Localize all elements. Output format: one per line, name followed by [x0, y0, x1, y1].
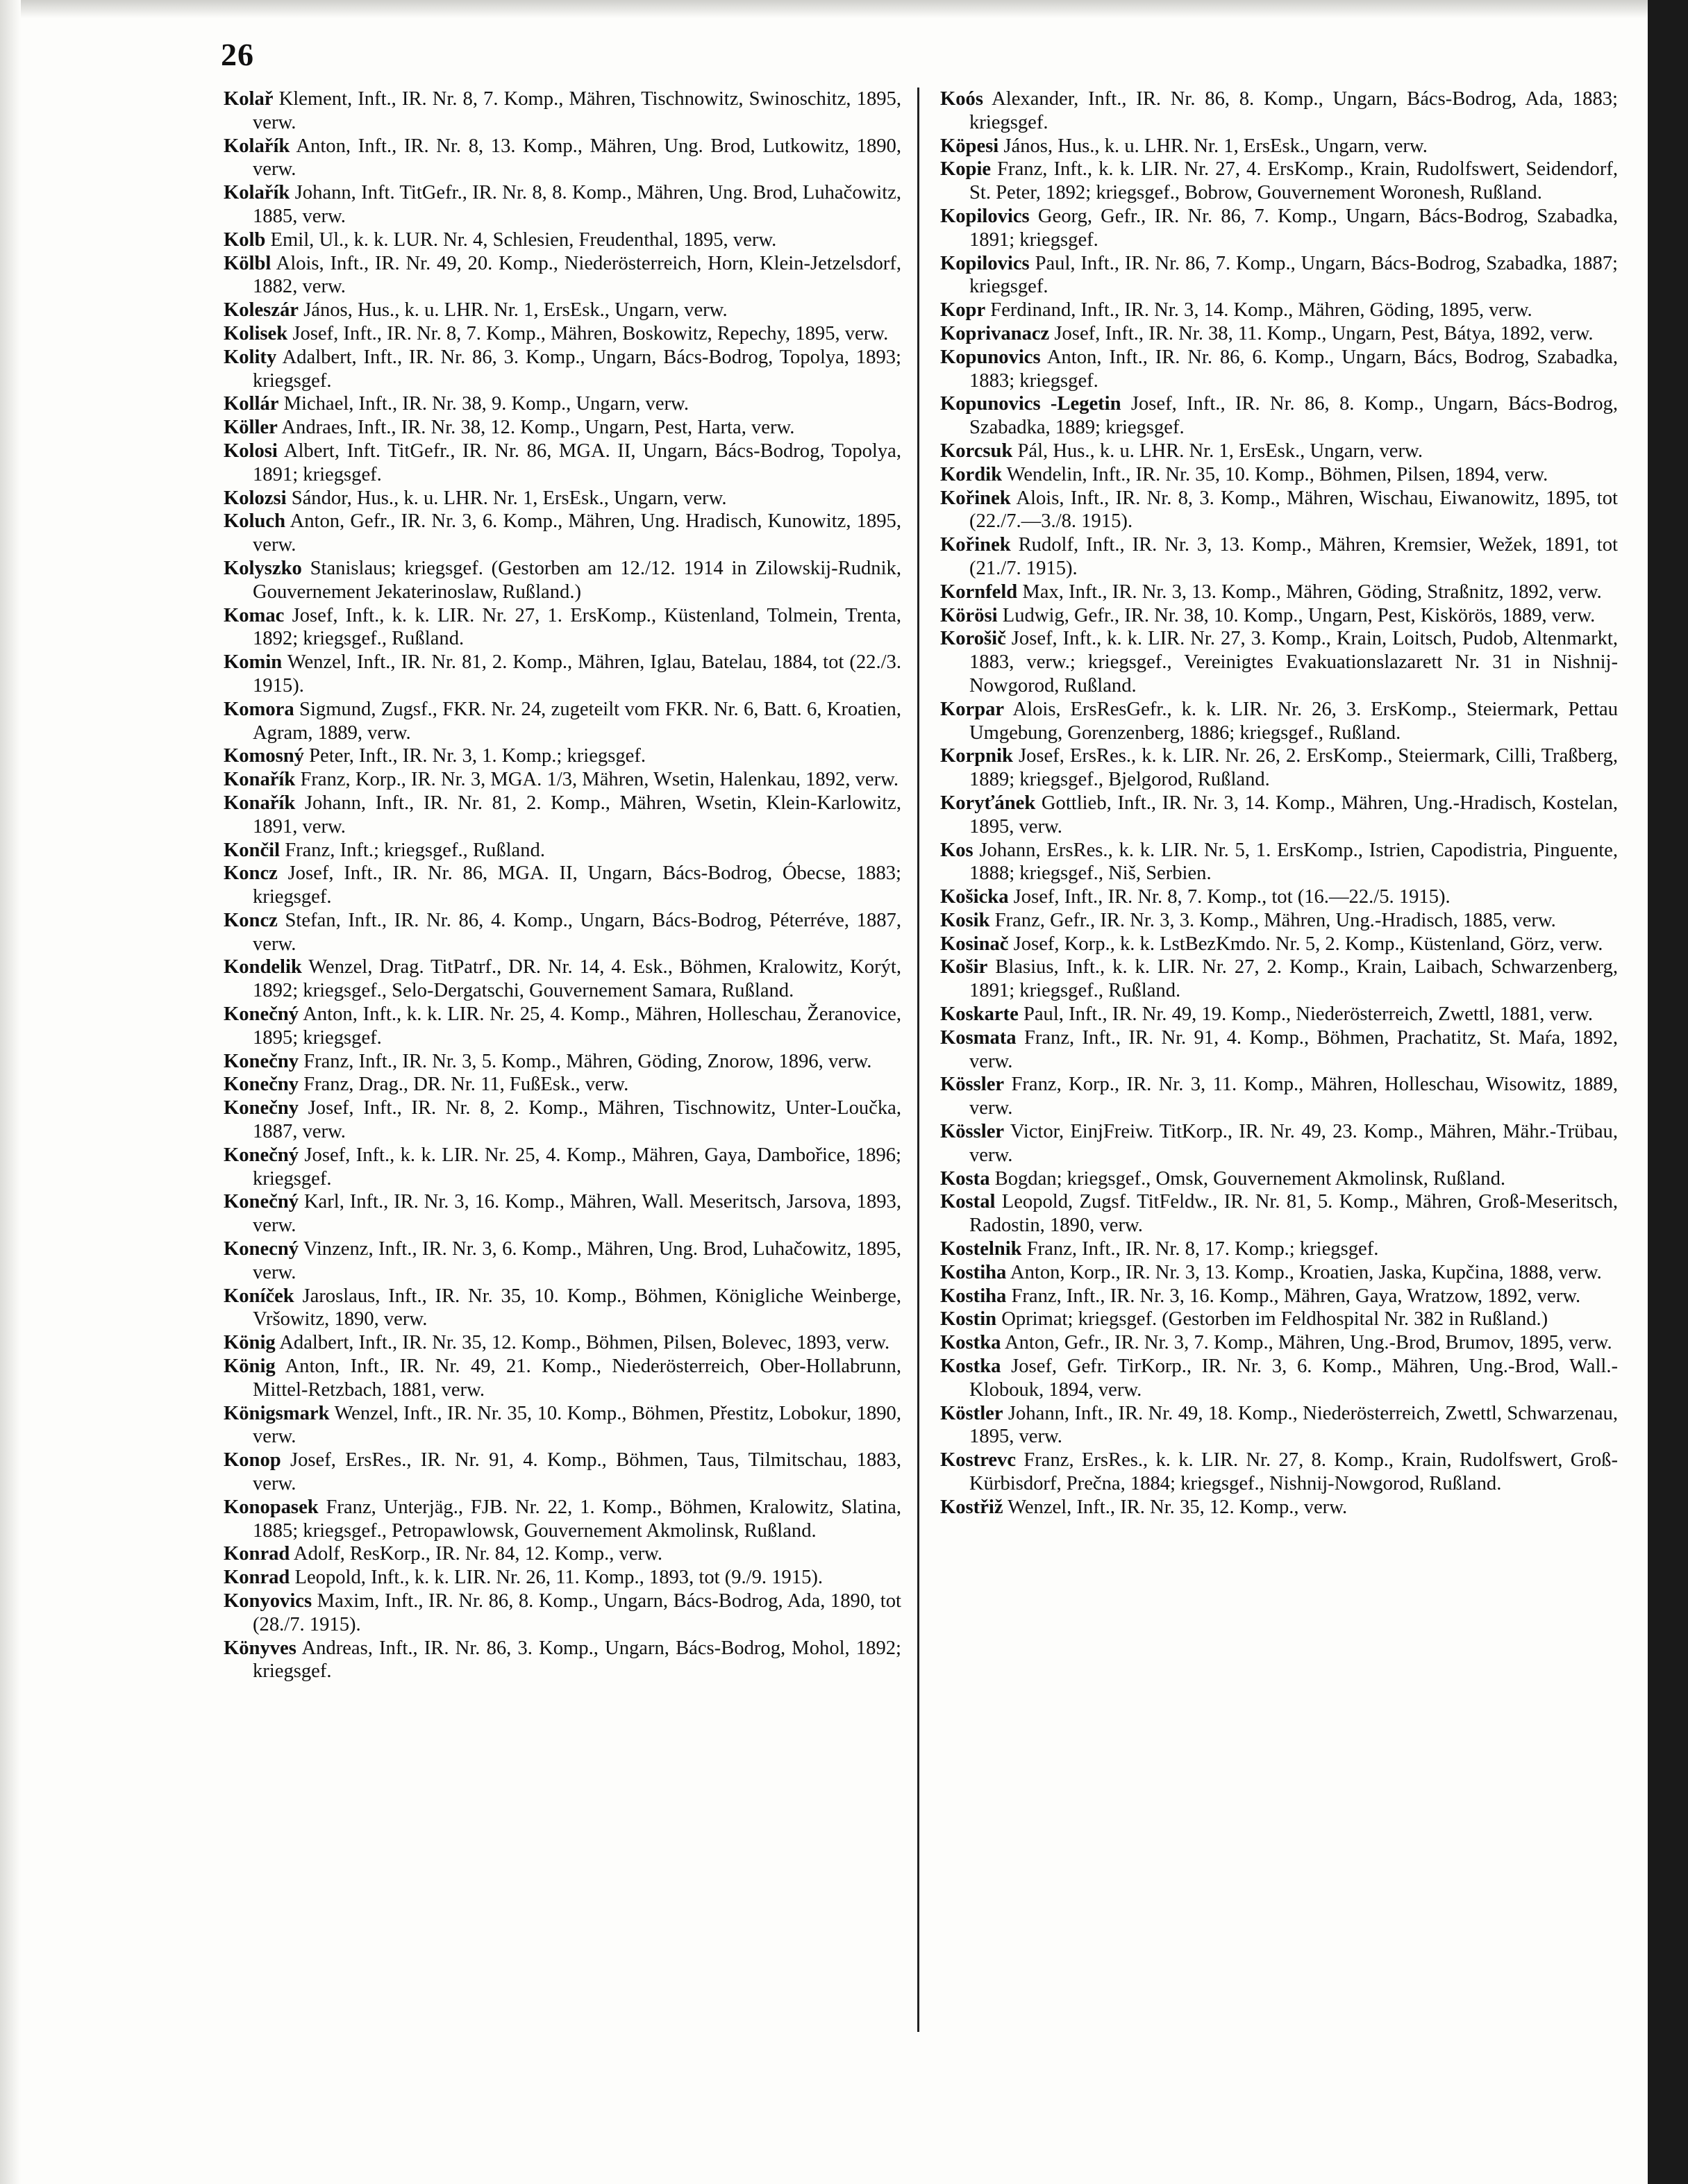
- entry: [940, 1167, 1618, 1191]
- entry-surname: Koprivanacz: [940, 322, 1050, 344]
- entry-details: Max, Inft., IR. Nr. 3, 13. Komp., Mähren, Göding, Straßnitz, 1892, verw.: [1022, 581, 1602, 603]
- entry-details: Josef, ErsRes., k. k. LIR. Nr. 26, 2. ErsKomp., Steiermark, Cilli, Traßberg, 1889; kriegsgef., Bjelgorod, Rußland.: [969, 745, 1618, 791]
- entry-surname: Košicka: [940, 886, 1009, 908]
- entry-surname: Kořinek: [940, 534, 1011, 556]
- entry-details: Wenzel, Inft., IR. Nr. 81, 2. Komp., Mähren, Iglau, Batelau, 1884, tot (22./3. 1915).: [253, 651, 901, 697]
- entry-surname: Koskarte: [940, 1003, 1019, 1026]
- entry: [940, 440, 1618, 463]
- entry: [940, 1190, 1618, 1237]
- entry: [940, 1496, 1618, 1519]
- entry-surname: Kolosi: [224, 440, 278, 462]
- entry-surname: Könyves: [224, 1637, 296, 1659]
- entry-surname: Koluch: [224, 510, 285, 533]
- entry-details: Franz, Inft., IR. Nr. 91, 4. Komp., Böhmen, Prachatitz, St. Maŕa, 1892, verw.: [969, 1026, 1618, 1072]
- entry: [224, 416, 901, 440]
- entry-details: Johann, Inft., IR. Nr. 81, 2. Komp., Mähren, Wsetin, Klein-Karlowitz, 1891, verw.: [253, 792, 901, 837]
- entry-surname: Kostřiž: [940, 1496, 1003, 1518]
- entry: [940, 487, 1618, 534]
- entry-details: Franz, Inft., k. k. LIR. Nr. 27, 4. ErsKomp., Krain, Rudolfswert, Seidendorf, St. Peter, 1892; kriegsgef., Bobrow, Gouvernement Woronesh, Rußland.: [969, 158, 1619, 204]
- entry: [940, 322, 1618, 346]
- entry: [940, 346, 1618, 393]
- entry-surname: Košir: [940, 956, 988, 978]
- entry-surname: Konečný: [224, 1003, 299, 1026]
- entry-details: Michael, Inft., IR. Nr. 38, 9. Komp., Ungarn, verw.: [283, 393, 689, 415]
- entry-details: Vinzenz, Inft., IR. Nr. 3, 6. Komp., Mähren, Ung. Brod, Luhačowitz, 1895, verw.: [253, 1238, 901, 1283]
- entry: [224, 392, 901, 416]
- entry-details: Bogdan; kriegsgef., Omsk, Gouvernement Akmolinsk, Rußland.: [994, 1167, 1506, 1190]
- entry-surname: Kopunovics -Legetin: [940, 393, 1121, 415]
- entry-surname: Koós: [940, 88, 983, 110]
- entry-surname: Kollár: [224, 393, 279, 415]
- entry-details: Wenzel, Inft., IR. Nr. 35, 10. Komp., Böhmen, Přestitz, Lobokur, 1890, verw.: [253, 1402, 901, 1448]
- entry-details: János, Hus., k. u. LHR. Nr. 1, ErsEsk., Ungarn, verw.: [303, 299, 728, 322]
- entry-surname: König: [224, 1332, 276, 1354]
- entry-surname: Köpesi: [940, 135, 999, 157]
- entry-surname: Konařík: [224, 792, 296, 814]
- entry: [224, 1285, 901, 1332]
- entry-details: Wendelin, Inft., IR. Nr. 35, 10. Komp., Böhmen, Pilsen, 1894, verw.: [1006, 463, 1548, 485]
- entry-surname: Kos: [940, 839, 973, 861]
- entry: [224, 510, 901, 557]
- entry-details: Emil, Ul., k. k. LUR. Nr. 4, Schlesien, Freudenthal, 1895, verw.: [270, 228, 777, 251]
- entry-details: Josef, Inft., k. k. LIR. Nr. 27, 3. Komp., Krain, Loitsch, Pudob, Altenmarkt, 1883, verw.; kriegsgef., Vereinigtes Evakuationslazarett Nr. 31 in Nishnij-Nowgorod, Rußland.: [969, 628, 1618, 697]
- entry-details: Johann, Inft., IR. Nr. 49, 18. Komp., Niederösterreich, Zwettl, Schwarzenau, 1895, verw.: [969, 1402, 1618, 1448]
- entry: [224, 1097, 901, 1144]
- entry: [940, 463, 1618, 487]
- entry: [940, 956, 1618, 1003]
- page-number: 26: [221, 37, 254, 72]
- entry-surname: Köstler: [940, 1402, 1003, 1424]
- entry-details: Albert, Inft. TitGefr., IR. Nr. 86, MGA. II, Ungarn, Bács-Bodrog, Topolya, 1891; kriegsgef.: [253, 440, 901, 485]
- entry: [224, 1449, 901, 1496]
- entry-details: Andreas, Inft., IR. Nr. 86, 3. Komp., Ungarn, Bács-Bodrog, Mohol, 1892; kriegsgef.: [253, 1637, 901, 1683]
- entry-surname: Kopilovics: [940, 252, 1030, 274]
- entry-surname: Komin: [224, 651, 283, 674]
- entry: [940, 792, 1618, 839]
- entry-surname: Kolozsi: [224, 487, 287, 509]
- entry-details: Josef, Inft., IR. Nr. 8, 7. Komp., Mähren, Boskowitz, Repechy, 1895, verw.: [292, 322, 889, 344]
- entry-surname: Kornfeld: [940, 581, 1018, 603]
- entry: [940, 885, 1618, 909]
- entry-surname: Kolařík: [224, 135, 290, 157]
- entry: [940, 1261, 1618, 1285]
- entry-details: Andraes, Inft., IR. Nr. 38, 12. Komp., Ungarn, Pest, Harta, verw.: [281, 417, 795, 439]
- entry-details: Blasius, Inft., k. k. LIR. Nr. 27, 2. Komp., Krain, Laibach, Schwarzenberg, 1891; kriegsgef., Rußland.: [969, 956, 1618, 1002]
- entry: [224, 698, 901, 745]
- entry: [940, 252, 1618, 299]
- entry-surname: Kössler: [940, 1074, 1005, 1096]
- entry-details: Josef, Inft., IR. Nr. 38, 11. Komp., Ungarn, Pest, Bátya, 1892, verw.: [1054, 322, 1594, 344]
- entry: [224, 440, 901, 487]
- entry-surname: Konečný: [224, 1144, 299, 1166]
- entry: [940, 581, 1618, 604]
- entry-details: Anton, Inft., IR. Nr. 8, 13. Komp., Mähren, Ung. Brod, Lutkowitz, 1890, verw.: [253, 135, 901, 181]
- entry-surname: Konop: [224, 1449, 281, 1472]
- entry-details: Adolf, ResKorp., IR. Nr. 84, 12. Komp., verw.: [293, 1543, 662, 1565]
- entry: [940, 909, 1618, 933]
- entry-details: Alois, Inft., IR. Nr. 8, 3. Komp., Mähren, Wischau, Eiwanowitz, 1895, tot (22./7.—3./8. 1915).: [969, 487, 1618, 533]
- entry: [224, 604, 901, 651]
- entry: [224, 87, 901, 135]
- entry: [224, 487, 901, 510]
- entry-surname: Kosta: [940, 1167, 990, 1190]
- entry: [940, 1449, 1618, 1496]
- entry: [940, 299, 1618, 322]
- entry-details: Josef, Inft., IR. Nr. 86, 8. Komp., Ungarn, Bács-Bodrog, Szabadka, 1889; kriegsgef.: [969, 393, 1618, 439]
- entry-surname: Kondelik: [224, 956, 302, 978]
- entry: [224, 1237, 901, 1285]
- entry-surname: Kolisek: [224, 322, 288, 344]
- entry-details: Josef, Korp., k. k. LstBezKmdo. Nr. 5, 2. Komp., Küstenland, Görz, verw.: [1013, 933, 1603, 955]
- scan-edge-right: [1648, 0, 1688, 2184]
- entry-details: Anton, Gefr., IR. Nr. 3, 6. Komp., Mähren, Ung. Hradisch, Kunowitz, 1895, verw.: [253, 510, 901, 556]
- entry-details: Stefan, Inft., IR. Nr. 86, 4. Komp., Ungarn, Bács-Bodrog, Péterréve, 1887, verw.: [253, 909, 901, 955]
- entry: [224, 1590, 901, 1637]
- entry-surname: Kostiha: [940, 1261, 1007, 1283]
- entry: [224, 1190, 901, 1237]
- entry-details: Paul, Inft., IR. Nr. 49, 19. Komp., Niederösterreich, Zwettl, 1881, verw.: [1023, 1003, 1593, 1026]
- entry-details: Josef, ErsRes., IR. Nr. 91, 4. Komp., Böhmen, Taus, Tilmitschau, 1883, verw.: [253, 1449, 901, 1495]
- entry-surname: Korcsuk: [940, 440, 1013, 462]
- entry-surname: Komac: [224, 604, 285, 626]
- entry-surname: Königsmark: [224, 1402, 330, 1424]
- entry: [940, 604, 1618, 628]
- entry-surname: Kostin: [940, 1308, 997, 1331]
- entry-details: Franz, Korp., IR. Nr. 3, MGA. 1/3, Mähren, Wsetin, Halenkau, 1892, verw.: [300, 769, 899, 791]
- entry-details: Victor, EinjFreiw. TitKorp., IR. Nr. 49, 23. Komp., Mähren, Mähr.-Trübau, verw.: [969, 1121, 1618, 1166]
- entry-details: Anton, Gefr., IR. Nr. 3, 7. Komp., Mähren, Ung.-Brod, Brumov, 1895, verw.: [1004, 1332, 1612, 1354]
- entry: [224, 322, 901, 346]
- entry-details: Anton, Korp., IR. Nr. 3, 13. Komp., Kroatien, Jaska, Kupčina, 1888, verw.: [1010, 1261, 1602, 1283]
- entry-details: Leopold, Inft., k. k. LIR. Nr. 26, 11. Komp., 1893, tot (9./9. 1915).: [294, 1567, 824, 1589]
- entry-details: Peter, Inft., IR. Nr. 3, 1. Komp.; kriegsgef.: [309, 745, 646, 767]
- entry: [224, 557, 901, 604]
- entry-surname: Konařík: [224, 769, 296, 791]
- entry-details: Alois, ErsResGefr., k. k. LIR. Nr. 26, 3. ErsKomp., Steiermark, Pettau Umgebung, Gorenzenberg, 1886; kriegsgef., Rußland.: [969, 698, 1618, 744]
- entry-details: Adalbert, Inft., IR. Nr. 35, 12. Komp., Böhmen, Pilsen, Bolevec, 1893, verw.: [279, 1332, 890, 1354]
- entry: [224, 228, 901, 252]
- entry-details: Oprimat; kriegsgef. (Gestorben im Feldhospital Nr. 382 in Rußland.): [1001, 1308, 1548, 1331]
- entry-surname: Kopr: [940, 299, 986, 322]
- entry-details: Franz, Inft., IR. Nr. 3, 5. Komp., Mähren, Göding, Znorow, 1896, verw.: [303, 1050, 872, 1072]
- entry: [224, 909, 901, 956]
- entry-surname: Kolařík: [224, 182, 290, 204]
- entry: [224, 744, 901, 768]
- entry-surname: Kostelnik: [940, 1238, 1022, 1260]
- entry: [940, 158, 1618, 205]
- entry-details: Gottlieb, Inft., IR. Nr. 3, 14. Komp., Mähren, Ung.-Hradisch, Kostelan, 1895, verw.: [969, 792, 1619, 837]
- entry: [940, 533, 1618, 581]
- entry-surname: Kostiha: [940, 1285, 1007, 1307]
- entry-details: Franz, Drag., DR. Nr. 11, FußEsk., verw.: [303, 1074, 629, 1096]
- left-column: [224, 87, 901, 1683]
- entry: [224, 1637, 901, 1684]
- entry-details: Jaroslaus, Inft., IR. Nr. 35, 10. Komp., Böhmen, Königliche Weinberge, Vršowitz, 1890, verw.: [253, 1285, 902, 1331]
- entry-details: Josef, Inft., IR. Nr. 8, 2. Komp., Mähren, Tischnowitz, Unter-Loučka, 1887, verw.: [253, 1097, 901, 1143]
- entry-surname: Kopie: [940, 158, 992, 181]
- entry-surname: Kölbl: [224, 252, 271, 274]
- entry-details: Josef, Inft., IR. Nr. 8, 7. Komp., tot (16.—22./5. 1915).: [1013, 886, 1451, 908]
- entry-details: Josef, Inft., k. k. LIR. Nr. 27, 1. ErsKomp., Küstenland, Tolmein, Trenta, 1892; kriegsgef., Rußland.: [253, 604, 901, 650]
- entry: [224, 839, 901, 862]
- entry-surname: Kostka: [940, 1356, 1001, 1378]
- entry: [940, 1120, 1618, 1167]
- entry: [940, 933, 1618, 956]
- entry-surname: Kolař: [224, 88, 274, 110]
- entry-details: Josef, Inft., IR. Nr. 86, MGA. II, Ungarn, Bács-Bodrog, Óbecse, 1883; kriegsgef.: [253, 862, 901, 908]
- entry-details: Adalbert, Inft., IR. Nr. 86, 3. Komp., Ungarn, Bács-Bodrog, Topolya, 1893; kriegsgef.: [253, 346, 901, 392]
- entry-details: Georg, Gefr., IR. Nr. 86, 7. Komp., Ungarn, Bács-Bodrog, Szabadka, 1891; kriegsgef.: [969, 205, 1618, 251]
- entry-details: Anton, Inft., IR. Nr. 86, 6. Komp., Ungarn, Bács, Bodrog, Szabadka, 1883; kriegsgef.: [969, 346, 1618, 392]
- entry: [224, 1402, 901, 1449]
- entry-surname: Kolity: [224, 346, 277, 368]
- entry-details: Franz, Inft.; kriegsgef., Rußland.: [285, 839, 545, 861]
- entry: [940, 1003, 1618, 1026]
- entry: [224, 181, 901, 228]
- entry-details: Maxim, Inft., IR. Nr. 86, 8. Komp., Ungarn, Bács-Bodrog, Ada, 1890, tot (28./7. 1915).: [253, 1590, 901, 1635]
- entry-surname: Kolb: [224, 228, 266, 251]
- entry-details: Franz, Gefr., IR. Nr. 3, 3. Komp., Mähren, Ung.-Hradisch, 1885, verw.: [994, 909, 1556, 931]
- entry-details: Franz, Inft., IR. Nr. 8, 17. Komp.; kriegsgef.: [1026, 1238, 1379, 1260]
- entry: [940, 744, 1618, 792]
- entry: [224, 135, 901, 182]
- entry-surname: Kořinek: [940, 487, 1011, 509]
- entry: [940, 627, 1618, 697]
- entry: [940, 135, 1618, 158]
- entry-surname: König: [224, 1356, 276, 1378]
- entry: [940, 1331, 1618, 1355]
- entry: [224, 792, 901, 839]
- entry-details: Franz, ErsRes., k. k. LIR. Nr. 27, 8. Komp., Krain, Rudolfswert, Groß-Kürbisdorf, Prečna, 1884; kriegsgef., Nishnij-Nowgorod, Rußland.: [969, 1449, 1618, 1495]
- entry-surname: Konrad: [224, 1543, 290, 1565]
- entry-surname: Konečny: [224, 1050, 299, 1072]
- entry-surname: Kolyszko: [224, 557, 302, 579]
- entry-surname: Kössler: [940, 1121, 1005, 1143]
- entry-details: Karl, Inft., IR. Nr. 3, 16. Komp., Mähren, Wall. Meseritsch, Jarsova, 1893, verw.: [253, 1191, 902, 1237]
- entry-surname: Komora: [224, 698, 294, 720]
- entry: [940, 87, 1618, 135]
- entry-surname: Kosik: [940, 909, 990, 931]
- entry-details: Stanislaus; kriegsgef. (Gestorben am 12./12. 1914 in Zilowskij-Rudnik, Gouvernement Jekaterinoslaw, Rußland.): [253, 557, 901, 603]
- scan-edge-left: [0, 0, 21, 2184]
- entry-details: Leopold, Zugsf. TitFeldw., IR. Nr. 81, 5. Komp., Mähren, Groß-Meseritsch, Radostin, 1890, verw.: [969, 1191, 1618, 1237]
- entry-details: Josef, Inft., k. k. LIR. Nr. 25, 4. Komp., Mähren, Gaya, Dambořice, 1896; kriegsgef.: [253, 1144, 901, 1190]
- entry-details: Franz, Unterjäg., FJB. Nr. 22, 1. Komp., Böhmen, Kralowitz, Slatina, 1885; kriegsgef., Petropawlowsk, Gouvernement Akmolinsk, Rußland.: [253, 1496, 901, 1542]
- entry: [224, 1355, 901, 1402]
- entry-surname: Koncz: [224, 862, 278, 885]
- entry: [224, 1496, 901, 1543]
- entry-details: Alexander, Inft., IR. Nr. 86, 8. Komp., Ungarn, Bács-Bodrog, Ada, 1883; kriegsgef.: [969, 88, 1618, 133]
- entry-details: Sándor, Hus., k. u. LHR. Nr. 1, ErsEsk., Ungarn, verw.: [291, 487, 727, 509]
- entry-surname: Konecný: [224, 1238, 299, 1260]
- entry-details: Franz, Inft., IR. Nr. 3, 16. Komp., Mähren, Gaya, Wratzow, 1892, verw.: [1011, 1285, 1581, 1307]
- entry-surname: Kopunovics: [940, 346, 1041, 368]
- entry: [224, 252, 901, 299]
- entry: [940, 1402, 1618, 1449]
- entry: [224, 1566, 901, 1590]
- entry: [940, 1026, 1618, 1074]
- entry: [940, 1308, 1618, 1331]
- entry-surname: Konopasek: [224, 1496, 319, 1518]
- entry: [940, 1355, 1618, 1402]
- entry-details: János, Hus., k. u. LHR. Nr. 1, ErsEsk., Ungarn, verw.: [1003, 135, 1428, 157]
- entry-surname: Körösi: [940, 604, 998, 626]
- entry-details: Franz, Korp., IR. Nr. 3, 11. Komp., Mähren, Holleschau, Wisowitz, 1889, verw.: [969, 1074, 1618, 1119]
- entry: [940, 205, 1618, 252]
- entry-surname: Konečny: [224, 1074, 299, 1096]
- entry-surname: Kostka: [940, 1332, 1001, 1354]
- entry-details: Ferdinand, Inft., IR. Nr. 3, 14. Komp., Mähren, Göding, 1895, verw.: [990, 299, 1532, 322]
- entry: [940, 1285, 1618, 1308]
- entry-details: Johann, ErsRes., k. k. LIR. Nr. 5, 1. ErsKomp., Istrien, Capodistria, Pinguente, 1888; kriegsgef., Niš, Serbien.: [969, 839, 1618, 885]
- entry-surname: Konrad: [224, 1567, 290, 1589]
- entry-details: Ludwig, Gefr., IR. Nr. 38, 10. Komp., Ungarn, Pest, Kiskörös, 1889, verw.: [1002, 604, 1596, 626]
- entry: [224, 1331, 901, 1355]
- entry-details: Paul, Inft., IR. Nr. 86, 7. Komp., Ungarn, Bács-Bodrog, Szabadka, 1887; kriegsgef.: [969, 252, 1618, 298]
- entry-surname: Koncz: [224, 909, 278, 931]
- scan-edge-top: [0, 0, 1688, 18]
- entry-surname: Koryťánek: [940, 792, 1036, 814]
- entry: [940, 1073, 1618, 1120]
- entry-details: Klement, Inft., IR. Nr. 8, 7. Komp., Mähren, Tischnowitz, Swinoschitz, 1895, verw.: [253, 88, 901, 133]
- entry: [224, 768, 901, 792]
- entry-surname: Konečny: [224, 1097, 299, 1119]
- entry: [224, 862, 901, 909]
- entry-surname: Kostrevc: [940, 1449, 1017, 1472]
- entry-surname: Kostal: [940, 1191, 996, 1213]
- entry-surname: Komosný: [224, 745, 304, 767]
- entry-surname: Koleszár: [224, 299, 299, 322]
- entry-surname: Kosmata: [940, 1026, 1017, 1049]
- entry: [940, 392, 1618, 440]
- column-divider: [917, 87, 919, 2032]
- entry-details: Rudolf, Inft., IR. Nr. 3, 13. Komp., Mähren, Kremsier, Wežek, 1891, tot (21./7. 1915).: [969, 534, 1618, 579]
- entry: [224, 1003, 901, 1050]
- entry-details: Wenzel, Drag. TitPatrf., DR. Nr. 14, 4. Esk., Böhmen, Kralowitz, Korýt, 1892; kriegsgef., Selo-Dergatschi, Gouvernement Samara, Rußland.: [253, 956, 901, 1002]
- entry-surname: Korpnik: [940, 745, 1013, 767]
- entry-details: Alois, Inft., IR. Nr. 49, 20. Komp., Niederösterreich, Horn, Klein-Jetzelsdorf, 1882, verw.: [253, 252, 901, 298]
- entry-details: Johann, Inft. TitGefr., IR. Nr. 8, 8. Komp., Mähren, Ung. Brod, Luhačowitz, 1885, verw.: [253, 182, 901, 227]
- entry-surname: Konyovics: [224, 1590, 312, 1612]
- entry: [224, 1073, 901, 1097]
- entry: [940, 698, 1618, 745]
- entry-surname: Kordik: [940, 463, 1002, 485]
- entry: [224, 1050, 901, 1074]
- entry-surname: Kopilovics: [940, 205, 1030, 227]
- entry-details: Sigmund, Zugsf., FKR. Nr. 24, zugeteilt vom FKR. Nr. 6, Batt. 6, Kroatien, Agram, 1889, verw.: [253, 698, 901, 744]
- entry-surname: Koníček: [224, 1285, 294, 1307]
- entry-details: Anton, Inft., IR. Nr. 49, 21. Komp., Niederösterreich, Ober-Hollabrunn, Mittel-Retzbach, 1881, verw.: [253, 1356, 901, 1401]
- entry-details: Wenzel, Inft., IR. Nr. 35, 12. Komp., verw.: [1008, 1496, 1348, 1518]
- entry: [224, 346, 901, 393]
- entry: [224, 1542, 901, 1566]
- entry: [940, 1237, 1618, 1261]
- entry-surname: Korošič: [940, 628, 1006, 650]
- entry-details: Anton, Inft., k. k. LIR. Nr. 25, 4. Komp., Mähren, Holleschau, Žeranovice, 1895; kriegsgef.: [253, 1003, 901, 1049]
- entry-surname: Köller: [224, 417, 278, 439]
- entry: [224, 651, 901, 698]
- entry-surname: Korpar: [940, 698, 1005, 720]
- entry: [224, 956, 901, 1003]
- entry-surname: Končil: [224, 839, 281, 861]
- right-column: [940, 87, 1618, 1519]
- entry: [224, 1144, 901, 1191]
- entry-surname: Kosinač: [940, 933, 1009, 955]
- entry-details: Pál, Hus., k. u. LHR. Nr. 1, ErsEsk., Ungarn, verw.: [1017, 440, 1423, 462]
- entry: [940, 839, 1618, 886]
- entry: [224, 299, 901, 322]
- entry-surname: Konečný: [224, 1191, 299, 1213]
- entry-details: Josef, Gefr. TirKorp., IR. Nr. 3, 6. Komp., Mähren, Ung.-Brod, Wall.-Klobouk, 1894, verw.: [969, 1356, 1618, 1401]
